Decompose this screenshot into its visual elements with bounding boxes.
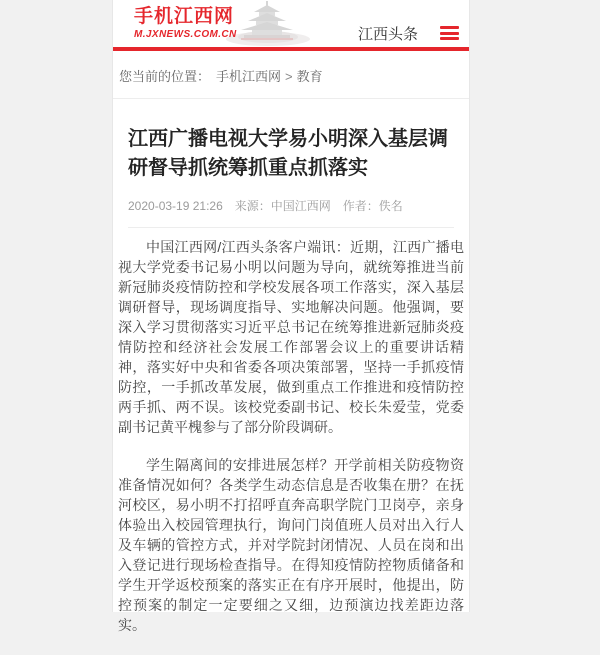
pavilion-icon — [225, 1, 311, 46]
article-title: 江西广播电视大学易小明深入基层调研督导抓统筹抓重点抓落实 — [128, 128, 448, 179]
article-paragraph: 中国江西网/江西头条客户端讯：近期，江西广播电视大学党委书记易小明以问题为导向，就统筹推进当前新冠肺炎疫情防控和学校发展各项工作落实，深入基层调研督导，现场调度指导、实地解决问题。他强调，要深入学习贯彻落实习近平总书记在统筹推进新冠肺炎疫情防控和经济社会发展工作部署会议上的重要讲话精神，落实好中央和省委各项决策部署，坚持一手抓疫情防控，一手抓改革发展，做到重点工作推进和疫情防控两手抓、两不误。该校党委副书记、校长朱爱莹，党委副书记黄平槐参与了部分阶段调研。 — [118, 239, 464, 435]
site-logo-domain: M.JXNEWS.COM.CN — [134, 29, 237, 40]
article-date: 2020-03-19 21:26 — [128, 199, 223, 213]
article-author: 作者：佚名 — [342, 199, 403, 213]
site-logo-title: 手机江西网 — [134, 6, 235, 27]
article-header — [113, 99, 469, 214]
breadcrumb-separator: > — [285, 69, 293, 84]
breadcrumb-label: 您当前的位置： — [119, 69, 211, 84]
article-source: 来源：中国江西网 — [234, 199, 331, 213]
breadcrumb — [113, 51, 469, 99]
breadcrumb-category-link[interactable]: 教育 — [296, 69, 323, 84]
site-header — [113, 0, 469, 47]
article-meta — [128, 197, 454, 214]
mobile-page-container — [112, 0, 470, 633]
hamburger-menu-icon[interactable] — [440, 26, 459, 40]
jiangxi-headlines-link[interactable]: 江西头条 — [358, 26, 419, 43]
article-paragraph: 学生隔离间的安排进展怎样？开学前相关防疫物资准备情况如何？各类学生动态信息是否收集在册？在抚河校区，易小明不打招呼直奔高职学院门卫岗亭，亲身体验出入校园管理执行，询问门岗值班人员对出入行人及车辆的管控方式，并对学院封闭情况、人员在岗和出入登记进行现场检查指导。在得知疫情防控物质储备和学生开学返校预案的落实正在有序开展时，他提出，防控预案的制定一定要细之又细，边预演边找差距边落实。 — [118, 457, 464, 633]
breadcrumb-site-link[interactable]: 手机江西网 — [216, 69, 282, 84]
site-logo[interactable] — [134, 6, 237, 40]
article-body — [113, 228, 469, 655]
